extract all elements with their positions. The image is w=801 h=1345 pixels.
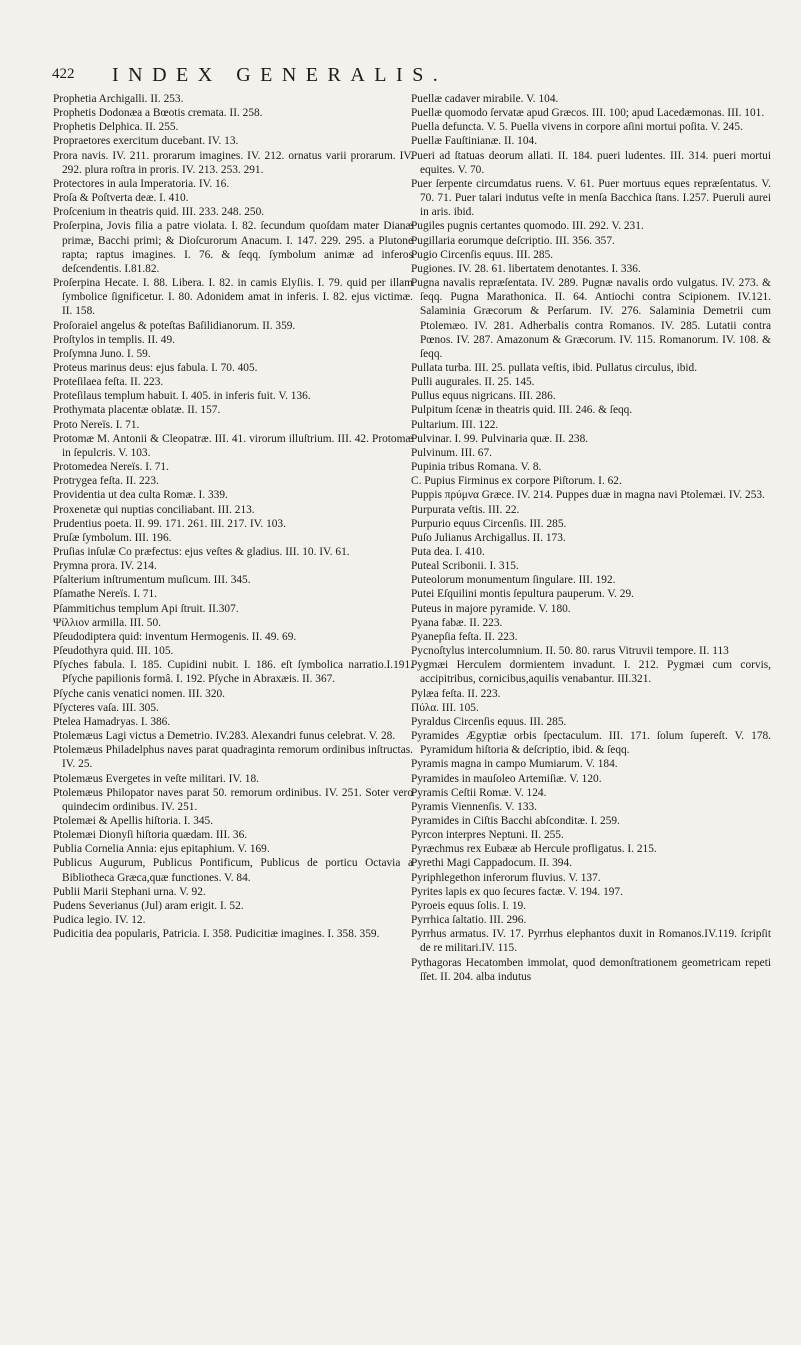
- index-entry: Pyrrhica ſaltatio. III. 296.: [411, 914, 527, 927]
- page-title: INDEX GENERALIS.: [112, 64, 448, 86]
- index-entry: Pyramides in Ciſtis Bacchi abſconditæ. I. 259.: [411, 814, 620, 827]
- index-entry: Proſcenium in theatris quid. III. 233. 248. 250.: [53, 206, 265, 219]
- index-entry: Pulpitum ſcenæ in theatris quid. III. 246. & ſeqq.: [411, 404, 633, 417]
- index-entry: Pruſæ ſymbolum. III. 196.: [53, 531, 172, 544]
- index-entry: Pyrcon interpres Neptuni. II. 255.: [411, 829, 564, 842]
- index-entry: Pyramis Viennenſis. V. 133.: [411, 800, 537, 813]
- index-entry: Ptolemæi Dionyſi hiſtoria quædam. III. 36.: [53, 829, 248, 842]
- index-entry: Pycnoſtylus intercolumnium. II. 50. 80. rarus Vitruvii tempore. II. 113: [411, 645, 729, 658]
- index-entry: Pyramides Ægyptiæ orbis ſpectaculum. III. 171. ſolum ſupereſt. V. 178. Pyramidum hiſtoria & deſcriptio, ibid. & ſeqq.: [411, 730, 771, 757]
- index-entry: Pyana fabæ. II. 223.: [411, 616, 503, 629]
- index-entry: Puellæ quomodo ſervatæ apud Græcos. III. 100; apud Lacedæmonas. III. 101.: [411, 107, 765, 120]
- index-entry: Pugio Circenſis equus. III. 285.: [411, 248, 554, 261]
- index-entry: Proteus marinus deus: ejus fabula. I. 70. 405.: [53, 361, 258, 374]
- index-entry: Protomæ M. Antonii & Cleopatræ. III. 41. virorum illuſtrium. III. 42. Protomæ in ſepulcris. V. 103.: [53, 432, 413, 459]
- index-entry: Pſammitichus templum Api ſtruit. II.307.: [53, 602, 239, 615]
- index-entry: Prothymata placentæ oblatæ. II. 157.: [53, 404, 221, 417]
- index-entry: Pyramides in mauſoleo Artemiſiæ. V. 120.: [411, 772, 602, 785]
- index-entry: Providentia ut dea culta Romæ. I. 339.: [53, 489, 228, 502]
- index-entry: Pyrites lapis ex quo ſecures factæ. V. 194. 197.: [411, 885, 623, 898]
- index-entry: Ψίλλιον armilla. III. 50.: [53, 616, 161, 629]
- index-entry: Pudica legio. IV. 12.: [53, 914, 146, 927]
- index-entry: Ptolemæus Evergetes in veſte militari. IV. 18.: [53, 772, 259, 785]
- index-entry: Ptolemæus Lagi victus a Demetrio. IV.283. Alexandri funus celebrat. V. 28.: [53, 730, 396, 743]
- index-entry: Publicus Augurum, Publicus Pontificum, Publicus de porticu Octavia a Bibliotheca Græca,quæ functiones. V. 84.: [53, 857, 413, 884]
- index-entry: Puteolorum monumentum ſingulare. III. 192.: [411, 574, 616, 587]
- index-entry: Publii Marii Stephani urna. V. 92.: [53, 885, 206, 898]
- index-entry: Proſoraiel angelus & poteſtas Baſilidianorum. II. 359.: [53, 319, 296, 332]
- index-entry: Prophetis Dodonæa a Bœotis cremata. II. 258.: [53, 107, 263, 120]
- index-entry: Pupinia tribus Romana. V. 8.: [411, 461, 542, 474]
- index-entry: Puellæ cadaver mirabile. V. 104.: [411, 93, 559, 105]
- index-entry: Puellæ Fauſtinianæ. II. 104.: [411, 135, 538, 148]
- page-header: [52, 64, 774, 88]
- index-entry: Prophetis Delphica. II. 255.: [53, 121, 179, 134]
- index-entry: Pſamathe Nereïs. I. 71.: [53, 588, 157, 601]
- index-entry: Proto Nereïs. I. 71.: [53, 418, 140, 431]
- index-entry: Prudentius poeta. II. 99. 171. 261. III. 217. IV. 103.: [53, 517, 286, 530]
- index-entry: Puella defuncta. V. 5. Puella vivens in corpore aſini mortui poſita. V. 245.: [411, 121, 743, 134]
- index-entry: Proſerpina, Jovis filia a patre violata. I. 82. ſecundum quoſdam mater Dianæ primæ, Bacchi primi; & Dioſcurorum Anacum. I. 147. 229. 295. a Plutone rapta; raptus imagines. I. 76. & ſeqq. ſymbolum animæ ad inferos deſcendentis. I.81.82.: [53, 220, 413, 275]
- index-entry: Pyanepſia feſta. II. 223.: [411, 630, 518, 643]
- index-entry: Πύλα. III. 105.: [411, 701, 479, 714]
- right-column: [411, 92, 771, 984]
- index-entry: Pugna navalis repræſentata. IV. 289. Pugnæ navalis ordo vulgatus. IV. 273. & ſeqq. Pugna Marathonica. II. 64. Antiochi contra Scipionem. IV.121. Salaminia Græcorum & Perſarum. IV. 276. Salaminia Demetrii cum Ptolemæo. IV. 281. Adherbalis contra Romanos. IV. 285. Lutatii contra Pœnos. IV. 287. Amazonum & Græcorum. IV. 115. Romanorum. IV. 108. & ſeqq.: [411, 277, 771, 360]
- index-entry: Pullata turba. III. 25. pullata veſtis, ibid. Pullatus circulus, ibid.: [411, 361, 698, 374]
- index-entry: Protomedea Nereïs. I. 71.: [53, 461, 169, 474]
- index-entry: Pyrethi Magi Cappadocum. II. 394.: [411, 857, 572, 870]
- index-entry: Pultarium. III. 122.: [411, 418, 499, 431]
- index-entry: Proxenetæ qui nuptias conciliabant. III. 213.: [53, 503, 255, 516]
- index-entry: Pſycteres vaſa. III. 305.: [53, 701, 159, 714]
- index-entry: Pulli augurales. II. 25. 145.: [411, 376, 535, 389]
- index-entry: Protectores in aula Imperatoria. IV. 16.: [53, 177, 230, 190]
- index-entry: Prymna prora. IV. 214.: [53, 560, 157, 573]
- index-entry: C. Pupius Firminus ex corpore Piſtorum. I. 62.: [411, 475, 622, 488]
- index-entry: Publia Cornelia Annia: ejus epitaphium. V. 169.: [53, 843, 270, 856]
- index-entry: Pſeudodiptera quid: inventum Hermogenis. II. 49. 69.: [53, 630, 297, 643]
- index-entry: Pſeudothyra quid. III. 105.: [53, 645, 174, 658]
- index-entry: Pylæa feſta. II. 223.: [411, 687, 501, 700]
- index-entry: Putei Eſquilini montis ſepultura pauperum. V. 29.: [411, 588, 634, 601]
- index-entry: Puteal Scribonii. I. 315.: [411, 560, 519, 573]
- index-entry: Pyroeis equus ſolis. I. 19.: [411, 899, 527, 912]
- index-entry: Protrygea feſta. II. 223.: [53, 475, 159, 488]
- index-entry: Pugillaria eorumque deſcriptio. III. 356. 357.: [411, 234, 615, 247]
- index-entry: Proſymna Juno. I. 59.: [53, 347, 151, 360]
- index-entry: Proteſilaea feſta. II. 223.: [53, 376, 164, 389]
- index-entry: Pulvinum. III. 67.: [411, 446, 492, 459]
- index-entry: Pſyches fabula. I. 185. Cupidini nubit. I. 186. eſt ſymbolica narratio.I.191. Pſyche papilionis formâ. I. 192. Pſyche in Abraxæis. II. 367.: [53, 659, 413, 686]
- index-entry: Pruſias inſulæ Co præfectus: ejus veſtes & gladius. III. 10. IV. 61.: [53, 546, 350, 558]
- index-entry: Prora navis. IV. 211. prorarum imagines. IV. 212. ornatus varii prorarum. IV. 292. plura roſtra in proris. IV. 213. 253. 291.: [53, 149, 413, 176]
- index-entry: Proſerpina Hecate. I. 88. Libera. I. 82. in camis Elyſiis. I. 79. quid per illam ſymbolice ſignificetur. I. 80. Adonidem amat in inferis. I. 82. ejus victimæ. II. 158.: [53, 277, 413, 318]
- index-entry: Propraetores exercitum ducebant. IV. 13.: [53, 135, 239, 148]
- index-entry: Pueri ad ſtatuas deorum allati. II. 184. pueri ludentes. III. 314. pueri mortui equites. V. 70.: [411, 149, 771, 176]
- index-entry: Pyræchmus rex Eubææ ab Hercule profligatus. I. 215.: [411, 843, 657, 856]
- index-entry: Ptolemæus Philopator naves parat 50. remorum ordinibus. IV. 251. Soter vero quindecim ordinibus. IV. 251.: [53, 786, 413, 813]
- index-entry: Proteſilaus templum habuit. I. 405. in inferis fuit. V. 136.: [53, 390, 311, 403]
- index-entry: Purpurata veſtis. III. 22.: [411, 503, 520, 516]
- index-entry: Puer ſerpente circumdatus ruens. V. 61. Puer mortuus eques repræſentatus. V. 70. 71. Puer talari indutus veſte in menſa Bacchica ſtans. I.257. Pueruli aurei in aris. ibid.: [411, 177, 771, 219]
- index-entry: Pullus equus nigricans. III. 286.: [411, 390, 556, 403]
- left-column: [53, 92, 413, 941]
- page-number: 422: [52, 66, 75, 82]
- index-entry: Pythagoras Hecatomben immolat, quod demonſtrationem geometricam repeti ſſet. II. 204. alba indutus: [411, 956, 771, 983]
- index-entry: Pyraldus Circenſis equus. III. 285.: [411, 715, 567, 728]
- index-entry: Ptolemæus Philadelphus naves parat quadraginta remorum ordinibus inſtructas. IV. 25.: [53, 744, 413, 771]
- index-entry: Pyramis magna in campo Mumiarum. V. 184.: [411, 758, 618, 771]
- index-entry: Pulvinar. I. 99. Pulvinaria quæ. II. 238.: [411, 432, 589, 445]
- index-entry: Pugiones. IV. 28. 61. libertatem denotantes. I. 336.: [411, 262, 641, 275]
- index-entry: Puteus in majore pyramide. V. 180.: [411, 602, 571, 615]
- index-entry: Pyrrhus armatus. IV. 17. Pyrrhus elephantos duxit in Romanos.IV.119. ſcripſit de re militari.IV. 115.: [411, 928, 771, 955]
- index-entry: Purpurio equus Circenſis. III. 285.: [411, 517, 567, 530]
- index-entry: Ptolemæi & Apellis hiſtoria. I. 345.: [53, 814, 214, 827]
- index-entry: Proſa & Poſtverta deæ. I. 410.: [53, 192, 189, 205]
- index-entry: Pygmæi Herculem dormientem invadunt. I. 212. Pygmæi cum corvis, accipitribus, cornicibus,aquilis venabantur. III.321.: [411, 659, 771, 686]
- index-entry: Puppis πρύμνα Græce. IV. 214. Puppes duæ in magna navi Ptolemæi. IV. 253.: [411, 489, 765, 502]
- index-entry: Pudicitia dea popularis, Patricia. I. 358. Pudicitiæ imagines. I. 358. 359.: [53, 928, 380, 941]
- index-entry: Pſalterium inſtrumentum muſicum. III. 345.: [53, 574, 251, 587]
- index-entry: Pugiles pugnis certantes quomodo. III. 292. V. 231.: [411, 220, 644, 233]
- index-entry: Pſyche canis venatici nomen. III. 320.: [53, 687, 225, 700]
- index-entry: Pyramis Ceſtii Romæ. V. 124.: [411, 786, 547, 799]
- index-entry: Prophetia Archigalli. II. 253.: [53, 93, 184, 105]
- index-entry: Ptelea Hamadryas. I. 386.: [53, 715, 171, 728]
- index-entry: Puta dea. I. 410.: [411, 546, 485, 558]
- index-entry: Puſo Julianus Archigallus. II. 173.: [411, 531, 566, 544]
- index-entry: Proſtylos in templis. II. 49.: [53, 333, 175, 346]
- index-entry: Pyriphlegethon inferorum fluvius. V. 137.: [411, 871, 601, 884]
- index-entry: Pudens Severianus (Jul) aram erigit. I. 52.: [53, 899, 244, 912]
